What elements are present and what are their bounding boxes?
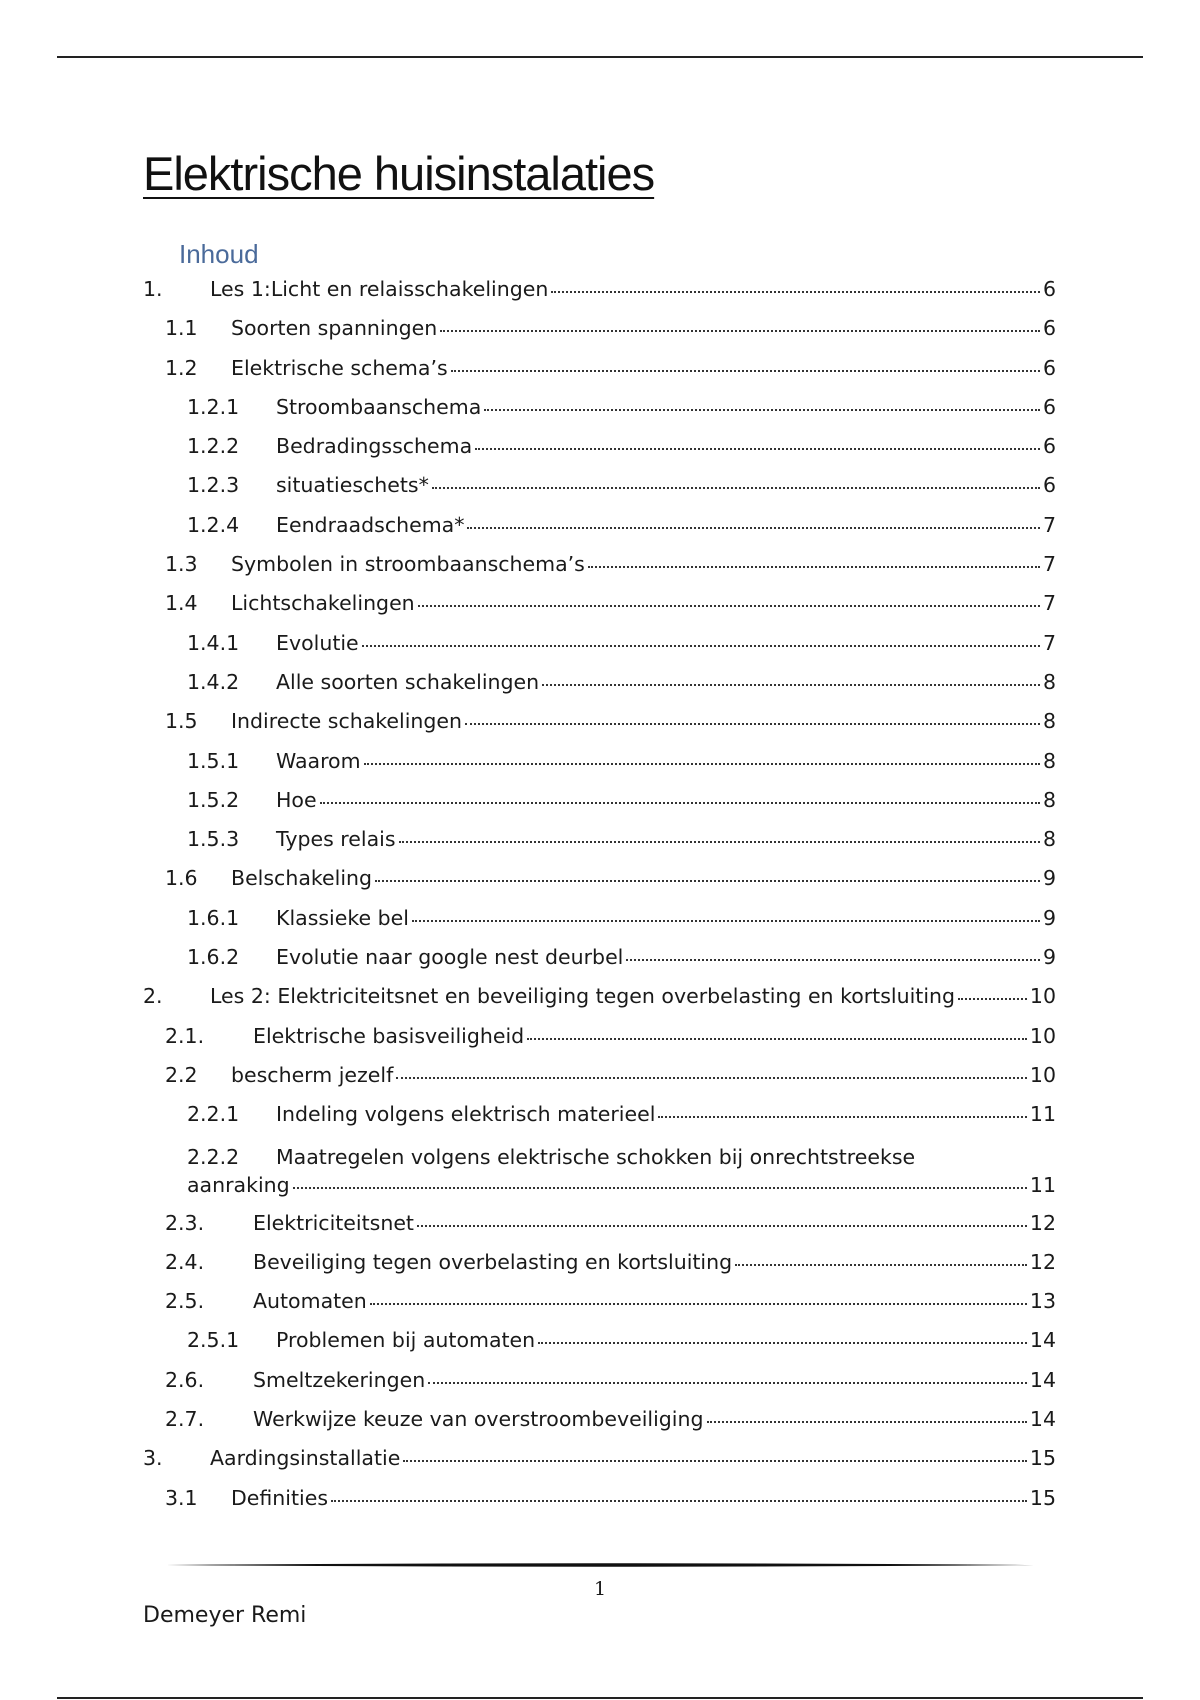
author-name: Demeyer Remi xyxy=(143,1603,307,1628)
toc-entry-number: 2.2.1 xyxy=(187,1102,240,1127)
toc-entry-title-continued: aanraking xyxy=(187,1172,290,1197)
toc-entry[interactable] xyxy=(143,472,1056,511)
toc-entry-title: Definities xyxy=(231,1485,329,1510)
toc-entry-title: Types relais xyxy=(276,827,396,852)
toc-entry-number: 1.4.1 xyxy=(187,630,240,655)
toc-leader-dots xyxy=(451,369,1040,372)
toc-entry-page: 11 xyxy=(1029,1172,1056,1197)
toc-entry-page: 6 xyxy=(1042,277,1056,301)
toc-entry-page: 15 xyxy=(1029,1485,1056,1510)
toc-entry-page: 13 xyxy=(1029,1289,1056,1314)
toc-entry-title: situatieschets* xyxy=(276,473,429,498)
toc-entry-title: Symbolen in stroombaanschema’s xyxy=(231,552,585,577)
toc-entry-number: 2.2.2 xyxy=(187,1144,240,1169)
toc-entry-title: Les 2: Elektriciteitsnet en beveiliging tegen overbelasting en kortsluiting xyxy=(210,984,956,1009)
toc-entry[interactable] xyxy=(143,1485,1056,1524)
toc-leader-dots xyxy=(475,447,1040,450)
toc-leader-dots xyxy=(418,604,1040,607)
toc-entry[interactable] xyxy=(143,748,1056,787)
toc-leader-dots xyxy=(417,1224,1027,1227)
toc-entry-title: Evolutie naar google nest deurbel xyxy=(276,945,624,970)
toc-entry-page: 12 xyxy=(1029,1249,1056,1274)
toc-leader-dots xyxy=(403,1459,1027,1462)
toc-entry-title: Lichtschakelingen xyxy=(231,591,415,616)
toc-entry-page: 12 xyxy=(1029,1210,1056,1235)
toc-entry-page: 6 xyxy=(1042,473,1056,498)
toc-leader-dots xyxy=(735,1263,1027,1266)
toc-entry-number: 1.2.1 xyxy=(187,394,240,419)
toc-entry[interactable] xyxy=(143,865,1056,904)
toc-entry-title: Bedradingsschema xyxy=(276,434,473,459)
toc-entry-title: Klassieke bel xyxy=(276,905,409,930)
toc-leader-dots xyxy=(364,762,1040,765)
toc-leader-dots xyxy=(658,1115,1027,1118)
toc-entry-number: 1.6.1 xyxy=(187,905,240,930)
toc-entry-title: Smeltzekeringen xyxy=(253,1367,426,1392)
toc-entry-title: Les 1:Licht en relaisschakelingen xyxy=(210,277,549,301)
toc-entry-title: Evolutie xyxy=(276,630,359,655)
toc-entry-title: Alle soorten schakelingen xyxy=(276,669,540,694)
toc-entry[interactable] xyxy=(143,551,1056,590)
toc-entry[interactable] xyxy=(143,1210,1056,1249)
toc-entry-title: Werkwijze keuze van overstroombeveiliging xyxy=(253,1407,704,1432)
toc-entry-number: 2. xyxy=(143,984,163,1009)
toc-entry-number: 2.5.1 xyxy=(187,1328,240,1353)
toc-entry-title: Hoe xyxy=(276,787,317,812)
toc-entry[interactable] xyxy=(143,355,1056,394)
toc-leader-dots xyxy=(465,722,1040,725)
toc-entry-number: 2.1. xyxy=(165,1023,205,1048)
toc-leader-dots xyxy=(588,565,1040,568)
toc-entry-number: 2.2 xyxy=(165,1062,198,1087)
toc-entry[interactable] xyxy=(143,630,1056,669)
toc-entry-page: 7 xyxy=(1042,630,1056,655)
toc-entry[interactable] xyxy=(143,1288,1056,1327)
toc-leader-dots xyxy=(958,997,1027,1000)
toc-entry-number: 1.2.3 xyxy=(187,473,240,498)
toc-entry-page: 14 xyxy=(1029,1407,1056,1432)
toc-leader-dots xyxy=(542,683,1040,686)
toc-entry-number: 1.5.2 xyxy=(187,787,240,812)
toc-leader-dots xyxy=(375,879,1040,882)
toc-entry-page: 8 xyxy=(1042,827,1056,852)
toc-entry-number: 1.2.2 xyxy=(187,434,240,459)
toc-entry[interactable] xyxy=(143,708,1056,747)
toc-entry-number: 1.1 xyxy=(165,316,198,341)
toc-entry-title: Problemen bij automaten xyxy=(276,1328,536,1353)
page-number: 1 xyxy=(593,1578,607,1600)
toc-entry-number: 1.5.1 xyxy=(187,748,240,773)
toc-leader-dots xyxy=(331,1499,1027,1502)
toc-entry-number: 2.6. xyxy=(165,1367,205,1392)
toc-entry-page: 14 xyxy=(1029,1367,1056,1392)
toc-entry-page: 7 xyxy=(1042,591,1056,616)
toc-entry[interactable] xyxy=(143,1249,1056,1288)
toc-leader-dots xyxy=(527,1037,1027,1040)
toc-entry-number: 1.6.2 xyxy=(187,945,240,970)
toc-entry-number: 1. xyxy=(143,277,163,301)
toc-entry-title: Elektrische schema’s xyxy=(231,355,448,380)
toc-entry[interactable] xyxy=(143,787,1056,826)
toc-leader-dots xyxy=(467,526,1039,529)
toc-leader-dots xyxy=(626,958,1040,961)
toc-entry-title: Elektriciteitsnet xyxy=(253,1210,414,1235)
toc-entry-number: 2.3. xyxy=(165,1210,205,1235)
toc-entry-page: 10 xyxy=(1029,1062,1056,1087)
toc-entry-title: Beveiliging tegen overbelasting en kortsluiting xyxy=(253,1249,733,1274)
toc-entry-number: 2.7. xyxy=(165,1407,205,1432)
toc-entry-number: 3.1 xyxy=(165,1485,198,1510)
toc-entry-page: 8 xyxy=(1042,709,1056,734)
toc-entry-page: 10 xyxy=(1029,984,1056,1009)
toc-entry-title: bescherm jezelf xyxy=(231,1062,394,1087)
toc-entry[interactable] xyxy=(143,1367,1056,1406)
toc-entry[interactable] xyxy=(143,1062,1056,1101)
toc-entry-title: Maatregelen volgens elektrische schokken bij onrechtstreekse xyxy=(276,1144,916,1169)
toc-entry-page: 10 xyxy=(1029,1023,1056,1048)
toc-entry-page: 9 xyxy=(1042,905,1056,930)
toc-entry[interactable] xyxy=(143,826,1056,865)
toc-entry[interactable] xyxy=(143,1023,1056,1062)
toc-entry[interactable] xyxy=(143,1327,1056,1366)
toc-entry-title: Belschakeling xyxy=(231,866,373,891)
toc-entry-title: Waarom xyxy=(276,748,361,773)
toc-entry-number: 1.4 xyxy=(165,591,198,616)
toc-entry-page: 15 xyxy=(1029,1446,1056,1471)
toc-leader-dots xyxy=(396,1076,1027,1079)
toc-entry-page: 14 xyxy=(1029,1328,1056,1353)
toc-entry-page: 6 xyxy=(1042,434,1056,459)
toc-entry-title: Automaten xyxy=(253,1289,367,1314)
toc-entry-number: 2.5. xyxy=(165,1289,205,1314)
toc-entry-number: 1.6 xyxy=(165,866,198,891)
toc-entry-page: 6 xyxy=(1042,355,1056,380)
toc-entry[interactable] xyxy=(143,669,1056,708)
toc-entry-page: 9 xyxy=(1042,866,1056,891)
header-rule xyxy=(57,56,1143,58)
toc-entry[interactable] xyxy=(143,1445,1056,1484)
toc-entry-page: 11 xyxy=(1029,1102,1056,1127)
toc-entry-page: 7 xyxy=(1042,512,1056,537)
toc-leader-dots xyxy=(551,290,1040,293)
toc-entry[interactable] xyxy=(143,1406,1056,1445)
toc-entry[interactable] xyxy=(143,433,1056,472)
toc-leader-dots xyxy=(707,1420,1027,1423)
table-of-contents xyxy=(143,276,1056,1524)
toc-entry-title: Indeling volgens elektrisch materieel xyxy=(276,1102,656,1127)
toc-entry-number: 1.2 xyxy=(165,355,198,380)
footer-divider xyxy=(166,1563,1034,1567)
toc-entry-number: 2.4. xyxy=(165,1249,205,1274)
toc-leader-dots xyxy=(293,1186,1027,1189)
toc-entry-page: 6 xyxy=(1042,316,1056,341)
toc-leader-dots xyxy=(399,840,1040,843)
toc-entry-number: 1.5.3 xyxy=(187,827,240,852)
toc-entry-title: Indirecte schakelingen xyxy=(231,709,463,734)
toc-entry[interactable] xyxy=(143,512,1056,551)
toc-leader-dots xyxy=(412,919,1040,922)
toc-entry[interactable] xyxy=(143,590,1056,629)
toc-entry-number: 1.2.4 xyxy=(187,512,240,537)
toc-entry-page: 8 xyxy=(1042,748,1056,773)
toc-leader-dots xyxy=(362,644,1040,647)
toc-entry[interactable] xyxy=(143,1141,1056,1210)
toc-entry[interactable] xyxy=(143,394,1056,433)
toc-entry[interactable] xyxy=(143,944,1056,983)
toc-entry-number: 1.4.2 xyxy=(187,669,240,694)
toc-entry-title: Stroombaanschema xyxy=(276,394,482,419)
toc-leader-dots xyxy=(370,1302,1027,1305)
document-title: Elektrische huisinstalaties xyxy=(143,147,655,200)
toc-heading: Inhoud xyxy=(179,239,259,269)
toc-entry-title: Eendraadschema* xyxy=(276,512,465,537)
toc-entry-title: Soorten spanningen xyxy=(231,316,438,341)
toc-leader-dots xyxy=(432,486,1040,489)
toc-entry-number: 3. xyxy=(143,1446,163,1471)
toc-entry-title: Elektrische basisveiligheid xyxy=(253,1023,525,1048)
toc-entry-page: 8 xyxy=(1042,669,1056,694)
toc-entry[interactable] xyxy=(143,276,1056,315)
toc-leader-dots xyxy=(320,801,1040,804)
toc-leader-dots xyxy=(428,1381,1027,1384)
toc-leader-dots xyxy=(538,1341,1027,1344)
toc-entry[interactable] xyxy=(143,315,1056,354)
toc-entry-page: 7 xyxy=(1042,552,1056,577)
toc-entry[interactable] xyxy=(143,1101,1056,1140)
toc-entry-page: 8 xyxy=(1042,787,1056,812)
toc-entry-title: Aardingsinstallatie xyxy=(210,1446,401,1471)
toc-entry[interactable] xyxy=(143,905,1056,944)
footer-rule xyxy=(57,1697,1143,1699)
toc-entry[interactable] xyxy=(143,983,1056,1022)
toc-leader-dots xyxy=(484,408,1040,411)
toc-entry-page: 6 xyxy=(1042,394,1056,419)
toc-entry-number: 1.5 xyxy=(165,709,198,734)
toc-entry-page: 9 xyxy=(1042,945,1056,970)
toc-entry-number: 1.3 xyxy=(165,552,198,577)
toc-leader-dots xyxy=(440,329,1040,332)
